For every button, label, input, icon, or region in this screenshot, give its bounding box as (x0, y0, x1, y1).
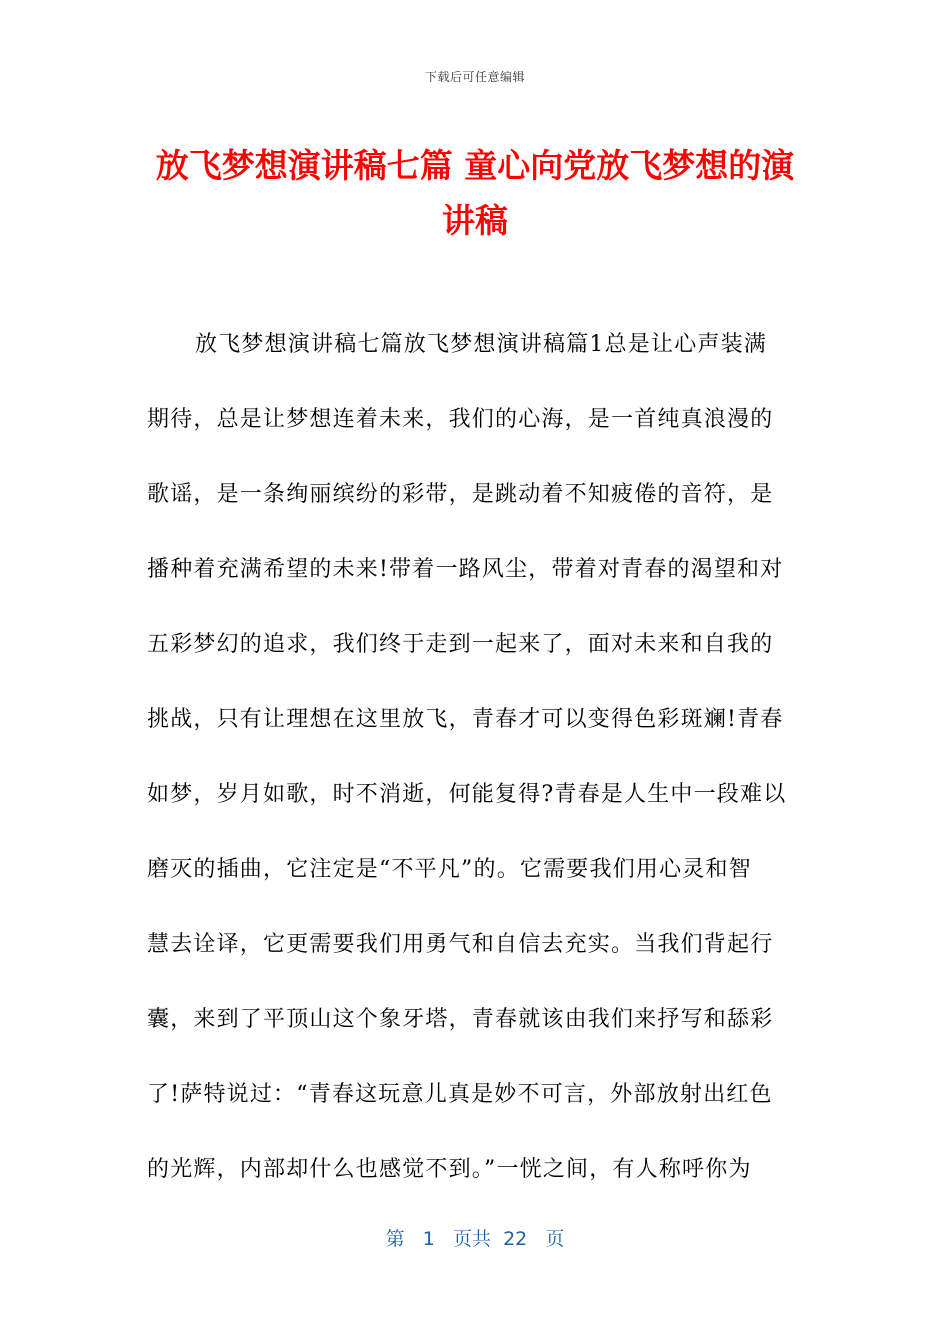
body-line: 如梦，岁月如歌，时不消逝，何能复得?青春是人生中一段难以 (147, 782, 787, 807)
title-line-1: 放飞梦想演讲稿七篇 童心向党放飞梦想的演 (155, 146, 795, 185)
body-line: 慧去诠译，它更需要我们用勇气和自信去充实。当我们背起行 (147, 932, 774, 957)
page-label-middle: 页共 (452, 1228, 491, 1250)
page-number: 1 (422, 1228, 435, 1250)
header-note: 下载后可任意编辑 (424, 70, 525, 84)
body-line: 挑战，只有让理想在这里放飞，青春才可以变得色彩斑斓!青春 (147, 707, 784, 732)
document-title (130, 138, 820, 248)
page-label-prefix: 第 (385, 1228, 405, 1250)
page-label-suffix: 页 (545, 1228, 565, 1250)
body-line: 五彩梦幻的追求，我们终于走到一起来了，面对未来和自我的 (147, 632, 774, 657)
body-line: 囊，来到了平顶山这个象牙塔，青春就该由我们来抒写和舔彩 (147, 1007, 774, 1032)
body-line: 放飞梦想演讲稿七篇放飞梦想演讲稿篇1总是让心声装满 (195, 332, 767, 357)
document-body (147, 320, 807, 1220)
body-line: 播种着充满希望的未来!带着一路风尘，带着对青春的渴望和对 (147, 557, 784, 582)
body-line: 了!萨特说过：“青春这玩意儿真是妙不可言，外部放射出红色 (147, 1082, 773, 1107)
total-pages: 22 (503, 1228, 528, 1250)
body-line: 歌谣，是一条绚丽缤纷的彩带，是跳动着不知疲倦的音符，是 (147, 482, 774, 507)
title-line-2: 讲稿 (442, 201, 508, 240)
body-line: 磨灭的插曲，它注定是“不平凡”的。它需要我们用心灵和智 (147, 857, 752, 882)
page-footer (0, 1224, 950, 1251)
body-line: 期待，总是让梦想连着未来，我们的心海，是一首纯真浪漫的 (147, 407, 774, 432)
body-line: 的光辉，内部却什么也感觉不到。”一恍之间，有人称呼你为 (147, 1157, 752, 1182)
